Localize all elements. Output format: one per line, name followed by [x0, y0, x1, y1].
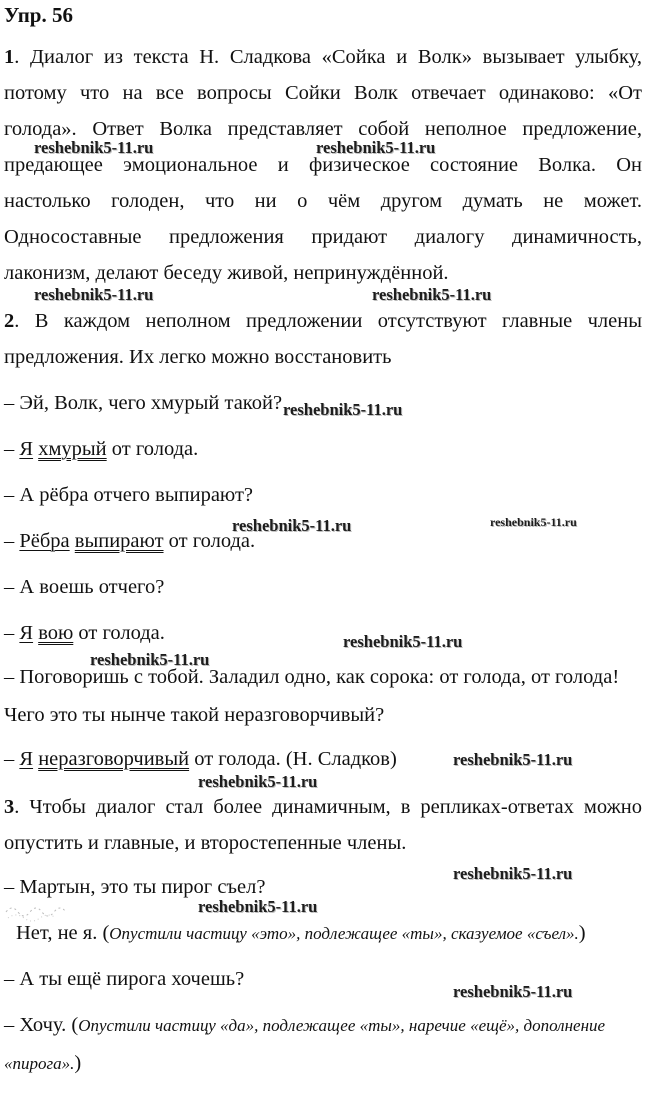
- dash: –: [4, 530, 20, 552]
- section-3-line-1: [4, 794, 642, 820]
- dash: –: [4, 622, 20, 644]
- paragraph-text: . Диалог из текста Н. Сладкова «Сойка и Волк» вызывает улыбку,: [14, 46, 642, 68]
- rest-text: от голода.: [73, 622, 165, 644]
- subject-word: Рёбра: [19, 530, 70, 552]
- predicate-word: выпирают: [74, 530, 164, 552]
- dialogue-line-7b: Чего это ты нынче такой неразговорчивый?: [4, 704, 385, 726]
- section-1-line-3: голода». Ответ Волка представляет собой неполное предложение,: [4, 118, 642, 140]
- paragraph-text: . Чтобы диалог стал более динамичным, в репликах-ответах можно: [14, 796, 642, 818]
- paren-close: ): [578, 922, 586, 944]
- note-text: «пирога».: [4, 1054, 75, 1073]
- dialogue-3-line-4: [4, 1012, 642, 1039]
- watermark: reshebnik5-11.ru: [453, 750, 573, 769]
- predicate-word: неразговорчивый: [38, 748, 190, 770]
- section-number: 3: [4, 796, 15, 818]
- dialogue-line-2: [4, 436, 642, 462]
- subject-word: Я: [19, 748, 34, 770]
- exercise-title: Упр. 56: [4, 3, 73, 27]
- watermark: reshebnik5-11.ru: [198, 772, 318, 791]
- watermark: reshebnik5-11.ru: [490, 515, 577, 529]
- section-2-line-1: [4, 308, 642, 334]
- section-1-line-6: Односоставные предложения придают диалогу динамичность,: [4, 226, 642, 248]
- subject-word: Я: [19, 622, 34, 644]
- section-number: 2: [4, 310, 15, 332]
- section-number: 1: [4, 46, 15, 68]
- dialogue-line-3: – А рёбра отчего выпирают?: [4, 484, 254, 506]
- reply-text: – Хочу. (: [4, 1014, 79, 1036]
- rest-text: от голода.: [106, 438, 199, 460]
- watermark: reshebnik5-11.ru: [34, 138, 154, 157]
- dialogue-3-line-1: – Мартын, это ты пирог съел?: [4, 876, 266, 898]
- dialogue-line-5: – А воешь отчего?: [4, 576, 165, 598]
- dialogue-3-line-2: [16, 920, 646, 947]
- watermark: reshebnik5-11.ru: [316, 138, 436, 157]
- watermark: reshebnik5-11.ru: [372, 285, 492, 304]
- dialogue-line-7a: – Поговоришь с тобой. Заладил одно, как сорока: от голода, от голода!: [4, 666, 620, 688]
- watermark: reshebnik5-11.ru: [90, 650, 210, 669]
- dash: –: [4, 438, 20, 460]
- watermark: reshebnik5-11.ru: [453, 982, 573, 1001]
- predicate-word: хмурый: [38, 438, 107, 460]
- reply-text: Нет, не я. (: [16, 922, 110, 944]
- watermark: reshebnik5-11.ru: [198, 897, 318, 916]
- section-2-line-2: предложения. Их легко можно восстановить: [4, 346, 392, 368]
- dialogue-3-line-5: [4, 1050, 642, 1077]
- watermark: reshebnik5-11.ru: [34, 285, 154, 304]
- section-1-line-5: настолько голоден, что ни о чём другом думать не может.: [4, 190, 642, 212]
- section-1-line-2: потому что на все вопросы Сойки Волк отвечает одинаково: «От: [4, 82, 642, 104]
- dialogue-line-1: – Эй, Волк, чего хмурый такой?: [4, 392, 283, 414]
- section-1-line-4: предающее эмоциональное и физическое состояние Волка. Он: [4, 154, 642, 176]
- paren-close: ): [74, 1052, 82, 1074]
- watermark: reshebnik5-11.ru: [453, 864, 573, 883]
- note-text: Опустили частицу «это», подлежащее «ты», сказуемое «съел».: [109, 924, 579, 943]
- rest-text: от голода. (Н. Сладков): [189, 748, 397, 770]
- watermark: reshebnik5-11.ru: [343, 632, 463, 651]
- dialogue-3-line-3: – А ты ещё пирога хочешь?: [4, 968, 245, 990]
- note-text: Опустили частицу «да», подлежащее «ты», наречие «ещё», дополнение: [78, 1016, 606, 1035]
- watermark: reshebnik5-11.ru: [283, 400, 403, 419]
- subject-word: Я: [19, 438, 34, 460]
- section-3-line-2: опустить и главные, и второстепенные члены.: [4, 832, 407, 854]
- paragraph-text: . В каждом неполном предложении отсутствуют главные члены: [14, 310, 642, 332]
- section-1-line-7: лаконизм, делают беседу живой, непринуждённой.: [4, 262, 449, 284]
- rest-text: от голода.: [163, 530, 256, 552]
- watermark: reshebnik5-11.ru: [232, 516, 352, 535]
- predicate-word: вою: [38, 622, 74, 644]
- dialogue-line-6: [4, 620, 642, 646]
- section-1-line-1: [4, 44, 642, 70]
- dash: –: [4, 748, 20, 770]
